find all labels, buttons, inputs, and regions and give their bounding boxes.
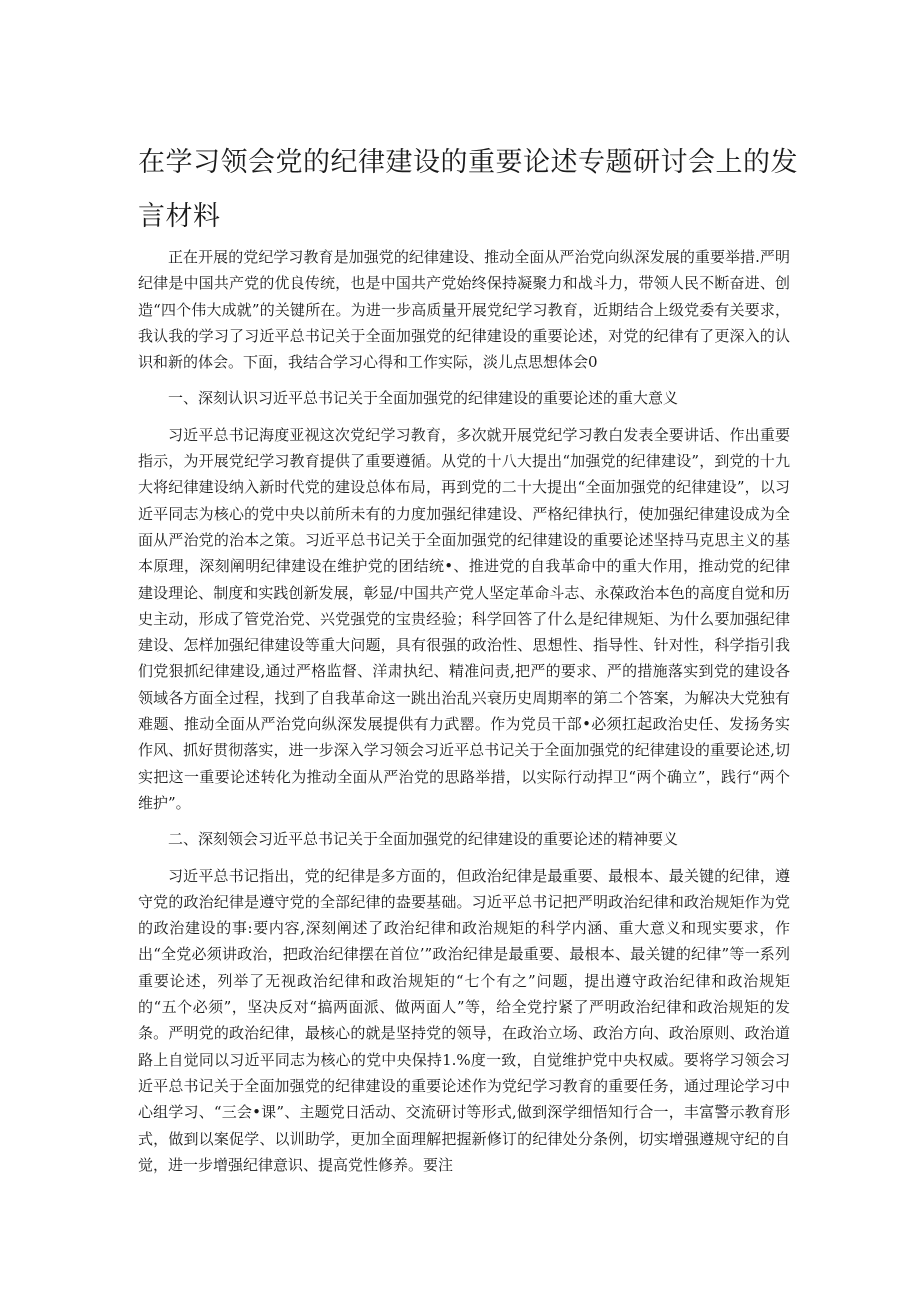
paragraph-section-1: 习近平总书记海度亚视这次党纪学习教育，多次就开展党纪学习教白发表全要讲话、作出重要指示，为开展党纪学习教育提供了重要遵循。从党的十八大提出“加强党的纪律建设”，到党的十九大将纪律建设纳入新时代党的建设总体布局，再到党的二十大提出“全面加强党的纪律建设”，以习近平同志为核心的党中央以前所未有的力度加强纪律建设、严格纪律执行，使加强纪律建设成为全面从严治党的治本之策。习近平总书记关于全面加强党的纪律建设的重要论述坚持马克思主义的基本原理，深刻阐明纪律建设在维护党的团结统•、推进党的自我革命中的重大作用，推动党的纪律建设理论、制度和实践创新发展，彰显/中国共产党人坚定革命斗志、永葆政治本色的高度自觉和历史主动，形成了管党治党、兴党强党的宝贵经验；科学回答了什么是纪律规矩、为什么要加强纪律建设、怎样加强纪律建设等重大问题，具有很强的政治性、思想性、指导性、针对性，科学指引我们党狠抓纪律建设,通过严格监督、洋肃执纪、精准问责,把严的要求、严的措施落实到党的建设各领域各方面全过程，找到了自我革命这一跳出治乱兴衰历史周期率的第二个答案，为解决大党独有难题、推动全面从严治党向纵深发展提供有力武罂。作为党员干部•必须扛起政治史任、发扬务实作风、抓好贯彻落实，进一步深入学习领会习近平总书记关于全面加强党的纪律建设的重要论述,切实把这一重要论述转化为推动全面从严治党的思路举措，以实际行动捍卫“两个确立”，践行“两个维护”。 [138, 425, 790, 812]
paragraph-intro: 正在开展的党纪学习教育是加强党的纪律建设、推动全面从严治党向纵深发展的重要举措.严明纪律是中国共产党的优良传统，也是中国共产党始终保持凝聚力和战斗力，带领人民不断奋进、创造“四个伟大成就”的关键所在。为进一步高质量开展党纪学习教育，近期结合上级党委有关要求，我认我的学习了习近平总书记关于全面加强党的纪律建设的重要论述，对党的纪律有了更深入的认识和新的体会。下面，我结合学习心得和工作实际，淡儿点思想体会0 [138, 248, 790, 372]
document-body [138, 244, 790, 1178]
paragraph-section-2: 习近平总书记指出，党的纪律是多方面的，但政治纪律是最重要、最根本、最关键的纪律，遵守党的政治纪律是遵守党的全部纪律的盎要基础。习近平总书记把严明政治纪律和政治规矩作为党的政治建设的事:要内容,深刻阐述了政治纪律和政治规矩的科学内涵、重大意义和现实要求，作出“全党必须讲政治，把政治纪律摆在首位’”政治纪律是最重要、最根本、最关键的纪律”等一系列重要论述，列举了无视政治纪律和政治规矩的“七个有之”问题，提出遵守政治纪律和政治规矩的“五个必须”，坚决反对“搞两面派、做两面人”等，给全党拧紧了严明政治纪律和政治规矩的发条。严明党的政治纪律，最核心的就是坚持党的领导，在政治立场、政治方向、政治原则、政治道路上自觉同以习近平同志为核心的党中央保持1.%度一致，自觉维护党中央权威。要将学习领会习近平总书记关于全面加强党的纪律建设的重要论述作为党纪学习教育的重要任务，通过理论学习中心组学习、“三会•课”、主题党日活动、交流研讨等形式,做到深学细悟知行合一，丰富警示教育形式，做到以案促学、以训助学，更加全面理解把握新修订的纪律处分条例，切实增强遵规守纪的自觉，进一步增强纪律意识、提高党性修养。要注 [138, 866, 790, 1174]
section-heading-2: 二、深刻领会习近平总书记关于全面加强党的纪律建设的重要论述的精神要义 [168, 830, 679, 849]
section-heading-1: 一、深刻认识习近平总书记关于全面加强党的纪律建设的重要论述的重大意义 [168, 389, 679, 408]
document-title: 在学习领会党的纪律建设的重要论述专题研讨会上的发言材料 [138, 147, 798, 232]
